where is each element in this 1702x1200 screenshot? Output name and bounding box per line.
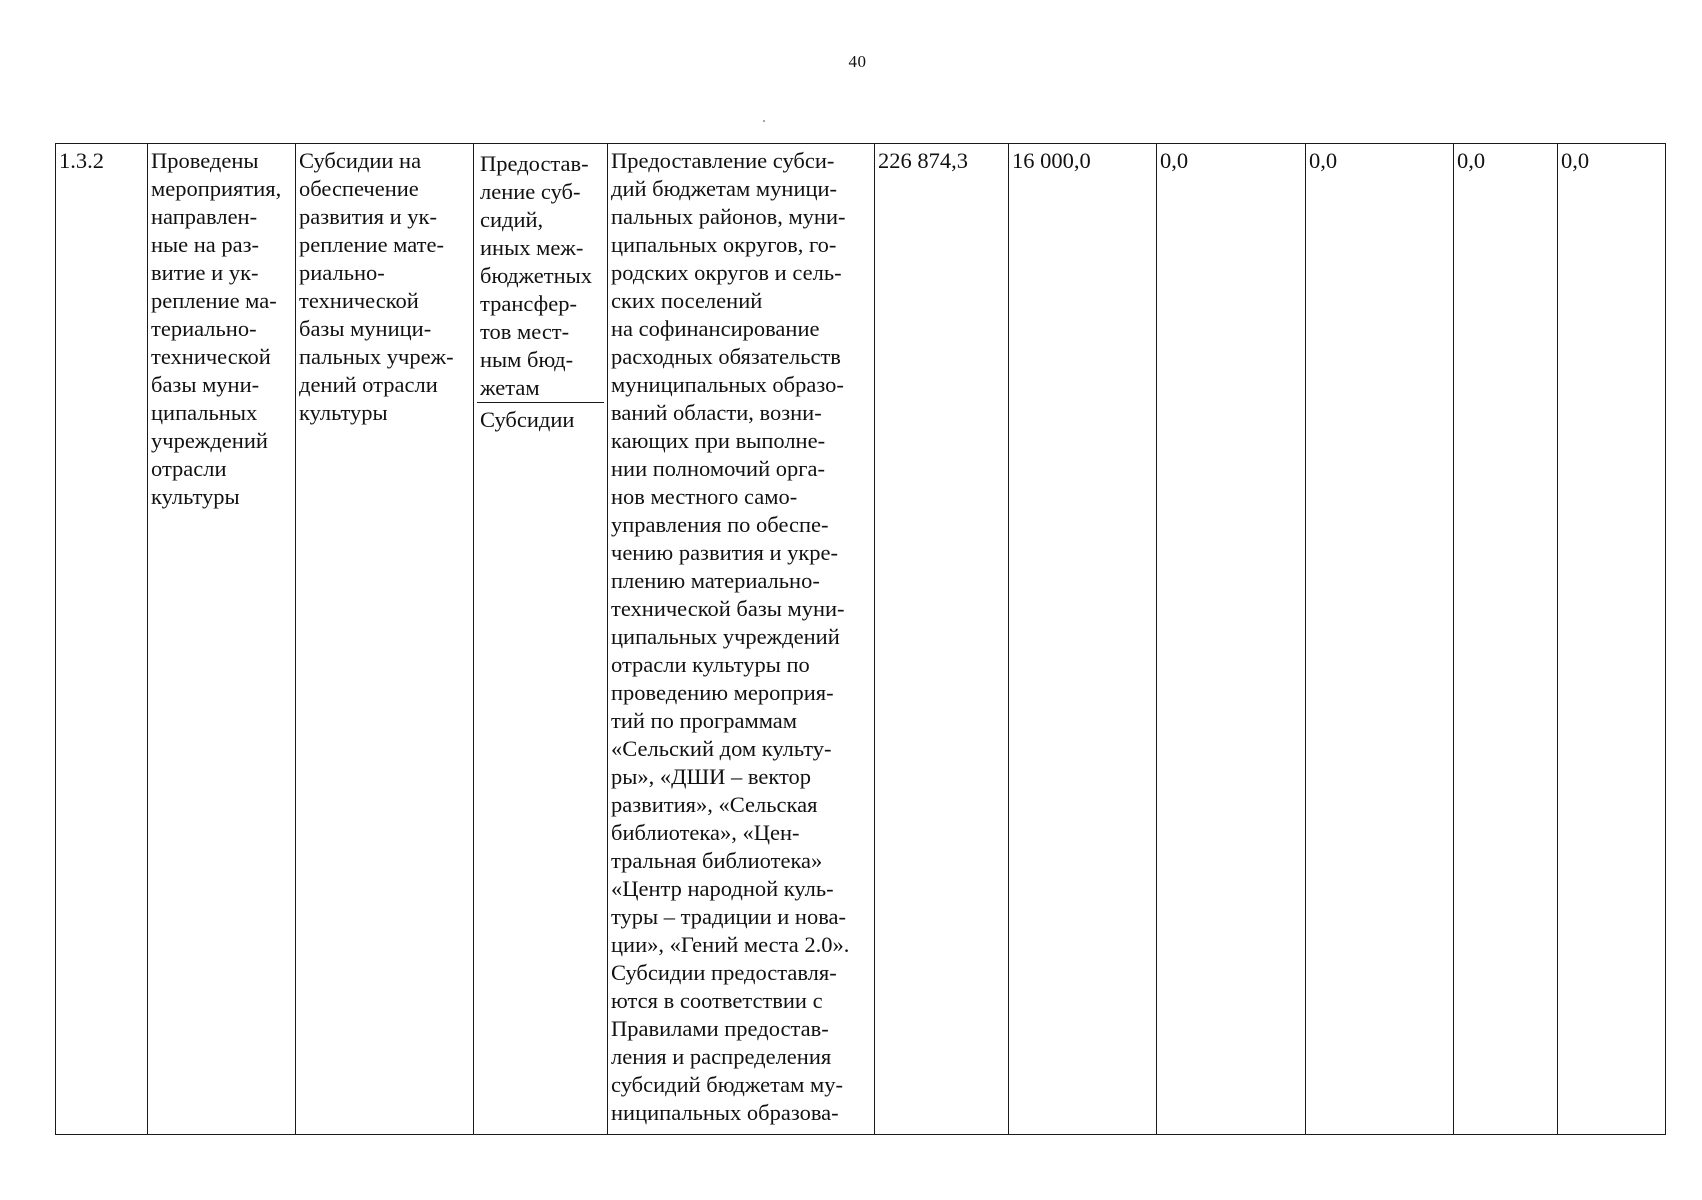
form-text bbox=[477, 147, 604, 403]
description-line: пальных районов, муни- bbox=[611, 204, 846, 229]
description-line: ваний области, возни- bbox=[611, 400, 822, 425]
description-line: туры – традиции и нова- bbox=[611, 904, 846, 929]
description-line: ются в соответствии с bbox=[611, 988, 823, 1013]
event-line: базы муни- bbox=[151, 372, 260, 397]
event-line: витие и ук- bbox=[151, 260, 259, 285]
description-line: библиотека», «Цен- bbox=[611, 820, 800, 845]
row-code-cell bbox=[56, 144, 148, 1135]
description-line: ления и распределения bbox=[611, 1044, 832, 1069]
year4-cell bbox=[1454, 144, 1558, 1135]
subsidy-line: пальных учреж- bbox=[299, 344, 454, 369]
form-line: Предостав- bbox=[480, 151, 589, 176]
event-text bbox=[151, 147, 292, 511]
description-line: ры», «ДШИ – вектор bbox=[611, 764, 812, 789]
description-line: «Центр народной куль- bbox=[611, 876, 834, 901]
event-line: направлен- bbox=[151, 204, 258, 229]
year3-value: 0,0 bbox=[1309, 148, 1338, 173]
description-line: тральная библиотека» bbox=[611, 848, 823, 873]
description-line: Правилами предостав- bbox=[611, 1016, 829, 1041]
year1-value: 16 000,0 bbox=[1012, 148, 1091, 173]
year3-cell bbox=[1306, 144, 1454, 1135]
event-line: Проведены bbox=[151, 148, 259, 173]
event-line: отрасли bbox=[151, 456, 227, 481]
description-line: Предоставление субси- bbox=[611, 148, 835, 173]
year5-value: 0,0 bbox=[1561, 148, 1590, 173]
description-cell bbox=[608, 144, 875, 1135]
form-line: жетам bbox=[480, 375, 540, 400]
event-line: репление ма- bbox=[151, 288, 277, 313]
form-line: тов мест- bbox=[480, 319, 570, 344]
subsidy-line: репление мате- bbox=[299, 232, 444, 257]
description-line: ципальных учреждений bbox=[611, 624, 840, 649]
description-line: «Сельский дом культу- bbox=[611, 736, 832, 761]
form-line: сидий, bbox=[480, 207, 544, 232]
event-line: мероприятия, bbox=[151, 176, 282, 201]
description-line: развития», «Сельская bbox=[611, 792, 818, 817]
description-line: плению материально- bbox=[611, 568, 820, 593]
subsidy-line: риально- bbox=[299, 260, 385, 285]
description-line: ниципальных образова- bbox=[611, 1100, 839, 1125]
description-line: ции», «Гений места 2.0». bbox=[611, 932, 850, 957]
subsidy-line: культуры bbox=[299, 400, 388, 425]
form-line: иных меж- bbox=[480, 235, 584, 260]
event-line: ные на раз- bbox=[151, 232, 260, 257]
subsidy-line: развития и ук- bbox=[299, 204, 437, 229]
form-cell bbox=[474, 144, 608, 1135]
scan-artifact bbox=[763, 120, 765, 122]
description-line: ципальных округов, го- bbox=[611, 232, 837, 257]
row-code: 1.3.2 bbox=[59, 148, 104, 173]
year2-value: 0,0 bbox=[1160, 148, 1189, 173]
year1-cell bbox=[1009, 144, 1157, 1135]
year5-cell bbox=[1558, 144, 1666, 1135]
year4-value: 0,0 bbox=[1457, 148, 1486, 173]
year2-cell bbox=[1157, 144, 1306, 1135]
subsidy-line: Субсидии на bbox=[299, 148, 422, 173]
form-line: бюджетных bbox=[480, 263, 593, 288]
description-line: кающих при выполне- bbox=[611, 428, 826, 453]
description-line: муниципальных образо- bbox=[611, 372, 844, 397]
subsidy-line: обеспечение bbox=[299, 176, 419, 201]
page-number: 40 bbox=[848, 52, 867, 71]
description-line: управления по обеспе- bbox=[611, 512, 829, 537]
description-line: тий по программам bbox=[611, 708, 798, 733]
budget-table bbox=[55, 143, 1666, 1135]
form-line: ление суб- bbox=[480, 179, 581, 204]
form-line: трансфер- bbox=[480, 291, 577, 316]
subsidy-line: технической bbox=[299, 288, 419, 313]
description-line: Субсидии предоставля- bbox=[611, 960, 837, 985]
subsidy-line: базы муници- bbox=[299, 316, 432, 341]
description-line: нии полномочий орга- bbox=[611, 456, 825, 481]
description-line: технической базы муни- bbox=[611, 596, 845, 621]
event-line: технической bbox=[151, 344, 271, 369]
event-line: культуры bbox=[151, 484, 240, 509]
description-line: чению развития и укре- bbox=[611, 540, 839, 565]
description-line: отрасли культуры по bbox=[611, 652, 810, 677]
description-line: родских округов и сель- bbox=[611, 260, 842, 285]
description-line: расходных обязательств bbox=[611, 344, 841, 369]
description-text bbox=[611, 147, 871, 1127]
form-subtype: Субсидии bbox=[480, 407, 575, 432]
event-cell bbox=[148, 144, 296, 1135]
subsidy-line: дений отрасли bbox=[299, 372, 438, 397]
total-value: 226 874,3 bbox=[878, 148, 968, 173]
subsidy-cell bbox=[296, 144, 474, 1135]
description-line: проведению мероприя- bbox=[611, 680, 834, 705]
form-line: ным бюд- bbox=[480, 347, 574, 372]
description-line: субсидий бюджетам му- bbox=[611, 1072, 844, 1097]
event-line: учреждений bbox=[151, 428, 268, 453]
description-line: на софинансирование bbox=[611, 316, 820, 341]
description-line: нов местного само- bbox=[611, 484, 798, 509]
subsidy-text bbox=[299, 147, 470, 427]
description-line: дий бюджетам муници- bbox=[611, 176, 838, 201]
event-line: териально- bbox=[151, 316, 257, 341]
total-cell bbox=[875, 144, 1009, 1135]
description-line: ских поселений bbox=[611, 288, 763, 313]
table-row bbox=[56, 144, 1666, 1135]
event-line: ципальных bbox=[151, 400, 258, 425]
